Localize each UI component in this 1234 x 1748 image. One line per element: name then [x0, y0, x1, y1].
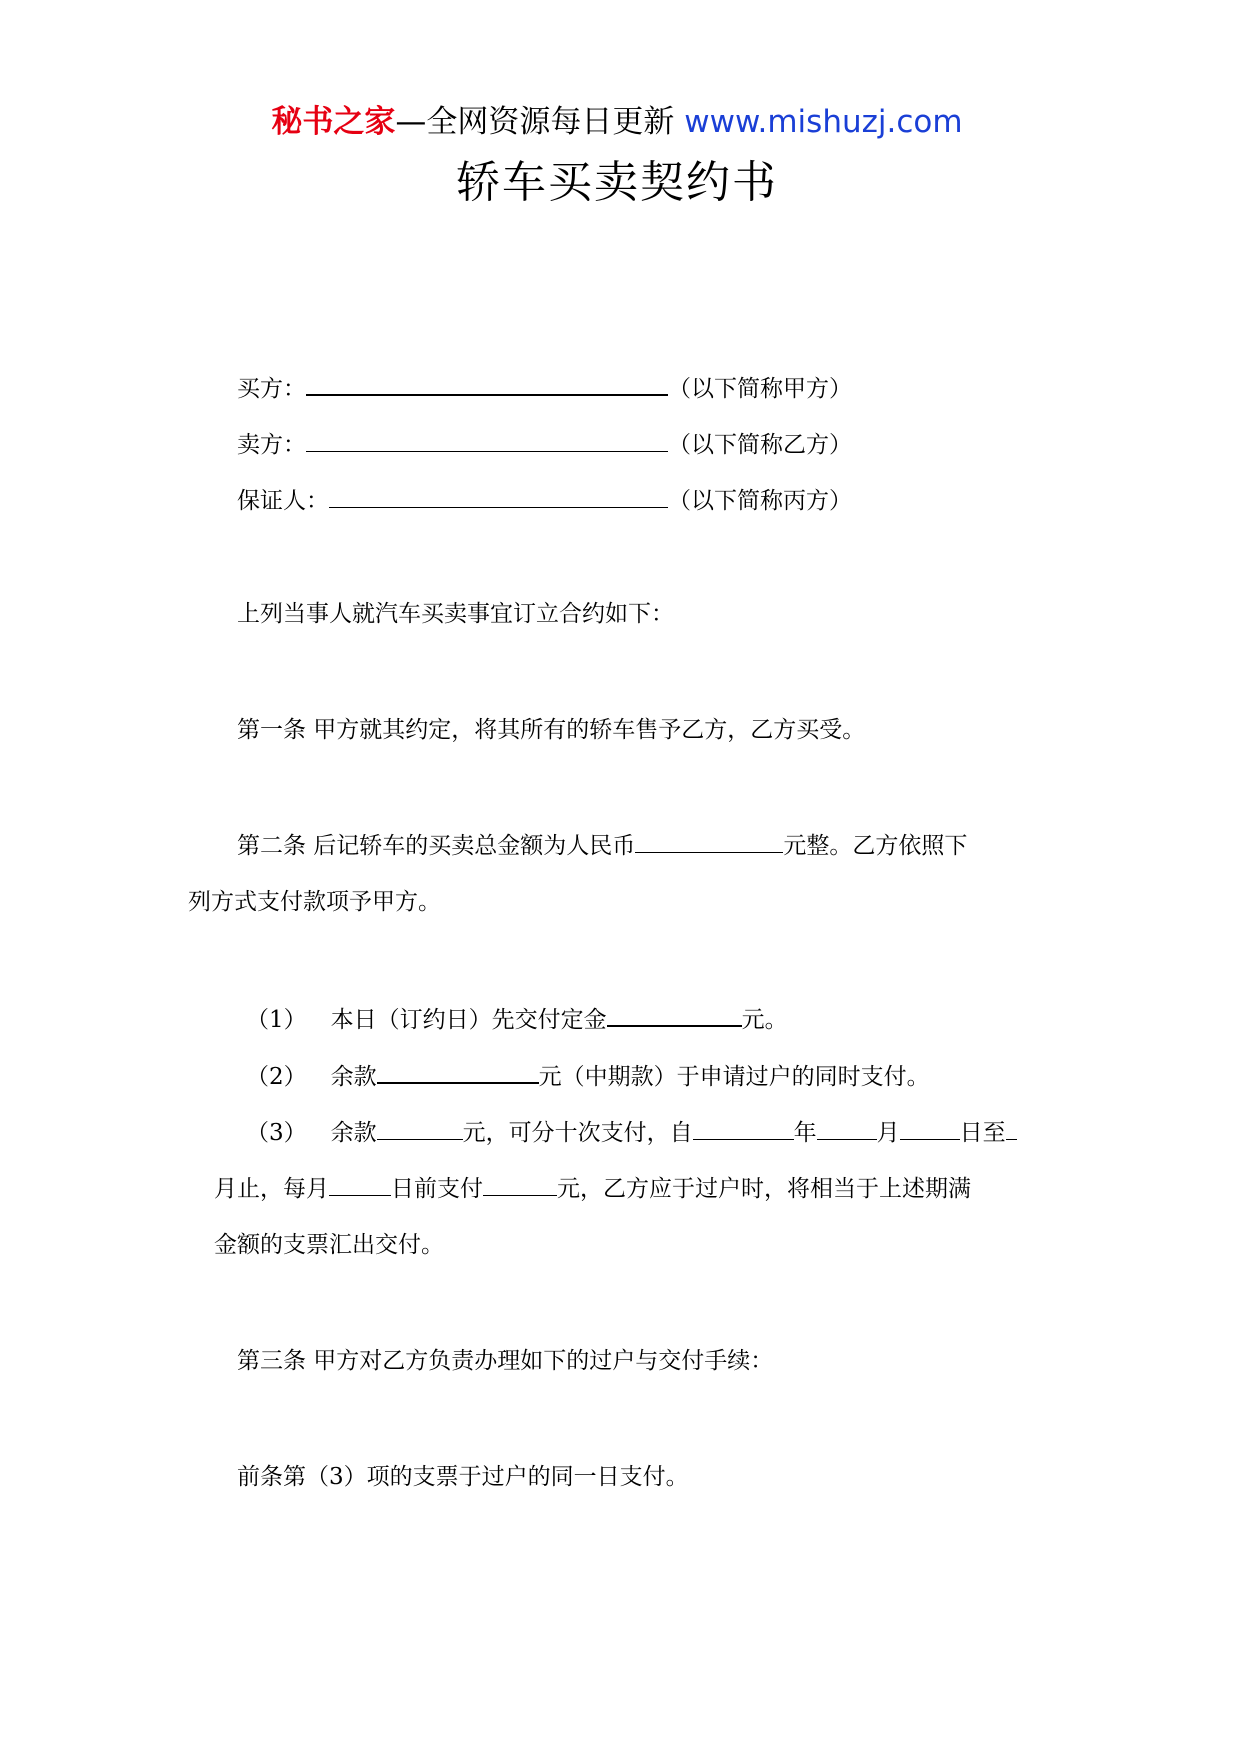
- total-amount-blank[interactable]: [635, 830, 783, 853]
- start-day-blank[interactable]: [900, 1117, 960, 1140]
- item-2-text-b: 元（中期款）于申请过户的同时支付。: [538, 1064, 930, 1090]
- start-year-blank[interactable]: [693, 1117, 794, 1140]
- site-header: [0, 102, 1234, 142]
- intro-paragraph: 上列当事人就汽车买卖事宜订立合约如下：: [237, 601, 674, 627]
- item-2-text-a: 余款: [330, 1064, 377, 1090]
- article-2-line-1: [237, 830, 967, 861]
- site-brand: 秘书之家: [271, 104, 396, 140]
- balance-amount-blank[interactable]: [377, 1117, 463, 1140]
- payment-item-3-line-2: [214, 1173, 971, 1204]
- seller-label: 卖方：: [237, 432, 306, 458]
- payment-item-3-line-3: 金额的支票汇出交付。: [214, 1232, 444, 1258]
- midterm-amount-blank[interactable]: [377, 1060, 539, 1084]
- article-3: 第三条 甲方对乙方负责办理如下的过户与交付手续：: [237, 1348, 774, 1374]
- item-3-text-a: 余款: [330, 1120, 377, 1146]
- item-3-line-2-text-b: 日前支付: [391, 1176, 483, 1202]
- item-3-text-b: 元，可分十次支付，自: [462, 1120, 693, 1146]
- article-1: 第一条 甲方就其约定，将其所有的轿车售予乙方，乙方买受。: [237, 717, 866, 743]
- buyer-line: [237, 372, 852, 404]
- deposit-blank[interactable]: [607, 1003, 742, 1027]
- site-slogan: —全网资源每日更新: [395, 104, 685, 140]
- document-title: 轿车买卖契约书: [456, 157, 778, 208]
- buyer-note: （以下简称甲方）: [668, 376, 852, 402]
- item-3-line-2-text-c: 元，乙方应于过户时，将相当于上述期满: [557, 1176, 971, 1202]
- item-1-number: （1）: [246, 1007, 307, 1033]
- start-month-blank[interactable]: [817, 1117, 877, 1140]
- item-3-month-label: 月: [876, 1120, 900, 1146]
- item-1-text-b: 元。: [741, 1007, 788, 1033]
- seller-blank[interactable]: [306, 429, 668, 452]
- guarantor-line: [237, 485, 852, 516]
- payment-item-1: [246, 1003, 788, 1035]
- article-2-text-a: 第二条 后记轿车的买卖总金额为人民币: [237, 833, 636, 859]
- guarantor-label: 保证人：: [237, 488, 329, 514]
- seller-line: [237, 429, 852, 460]
- guarantor-blank[interactable]: [329, 485, 668, 508]
- buyer-blank[interactable]: [306, 372, 668, 396]
- monthly-amount-blank[interactable]: [483, 1173, 557, 1196]
- guarantor-note: （以下简称丙方）: [668, 488, 852, 514]
- buyer-label: 买方：: [237, 376, 306, 402]
- site-url-link[interactable]: www.mishuzj.com: [684, 104, 963, 140]
- monthly-day-blank[interactable]: [329, 1173, 391, 1196]
- seller-note: （以下简称乙方）: [668, 432, 852, 458]
- item-3-year-label: 年: [793, 1120, 817, 1146]
- payment-item-2: [246, 1060, 930, 1092]
- item-3-day-label: 日至: [959, 1120, 1006, 1146]
- payment-item-3-line-1: [246, 1117, 1017, 1148]
- article-2-text-b: 元整。乙方依照下: [783, 833, 968, 859]
- article-2-line-2: 列方式支付款项予甲方。: [188, 889, 441, 915]
- item-3-number: （3）: [246, 1120, 307, 1146]
- item-1-text-a: 本日（订约日）先交付定金: [330, 1007, 607, 1033]
- end-blank[interactable]: [1006, 1117, 1017, 1140]
- item-3-line-2-text-a: 月止，每月: [214, 1176, 329, 1202]
- article-3-item: 前条第（3）项的支票于过户的同一日支付。: [237, 1464, 689, 1490]
- item-2-number: （2）: [246, 1064, 307, 1090]
